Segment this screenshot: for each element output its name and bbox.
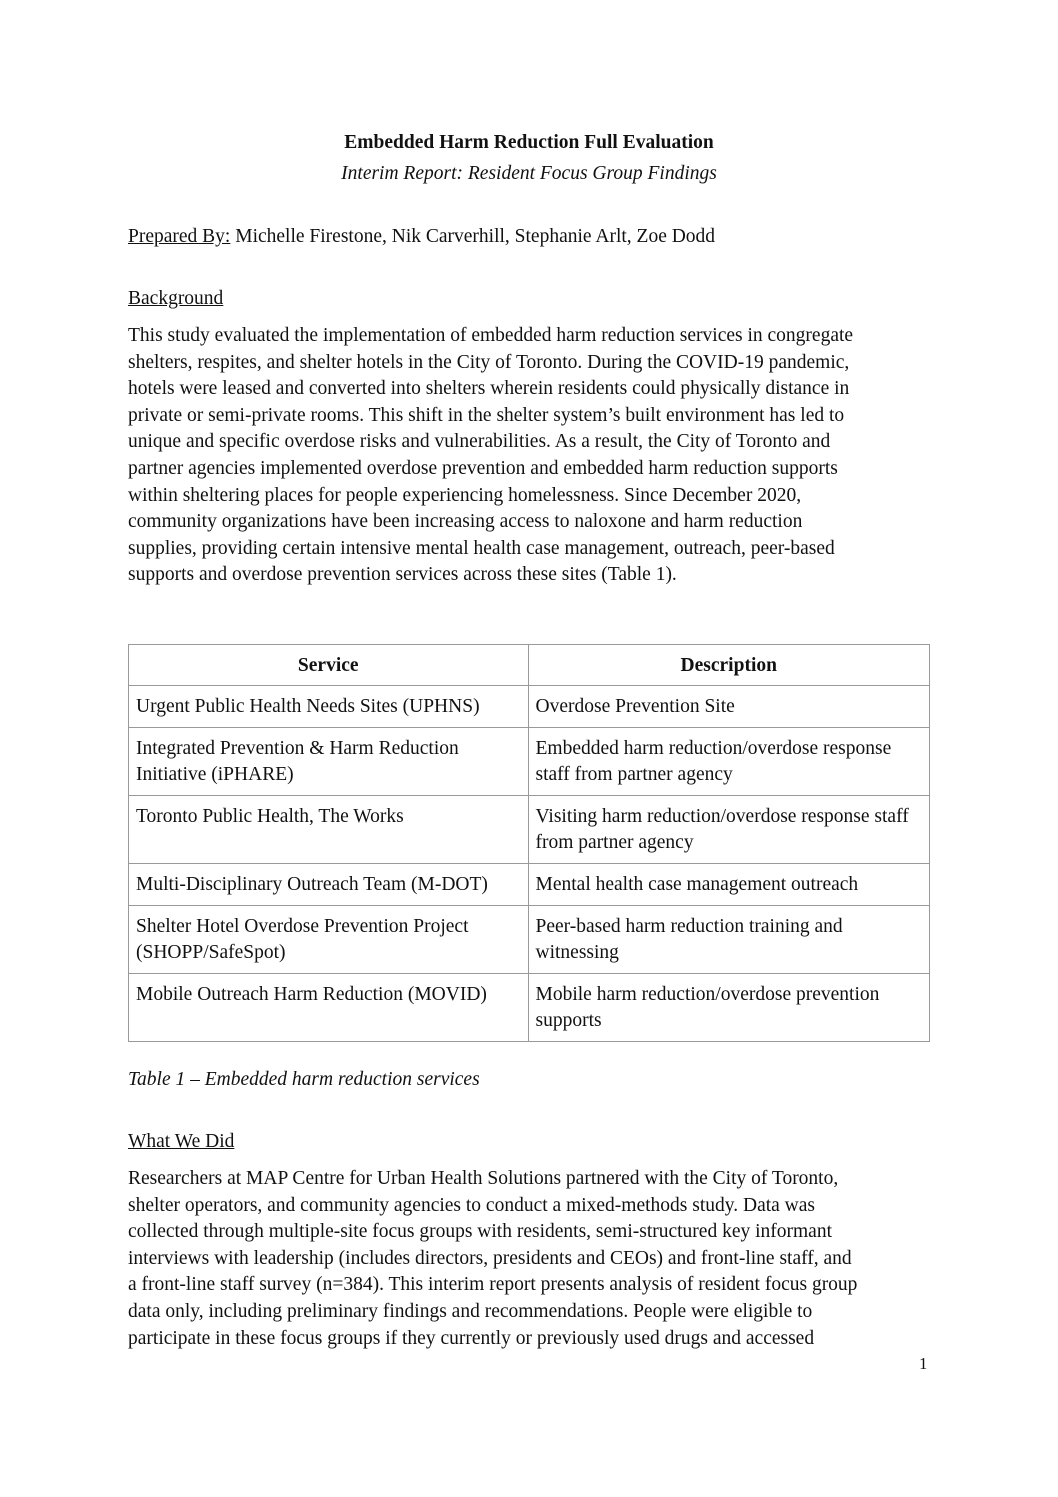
paragraph-line: Researchers at MAP Centre for Urban Health Solutions partnered with the City of Toronto, [128,1168,839,1189]
prepared-by [128,224,715,250]
paragraph-line: unique and specific overdose risks and vulnerabilities. As a result, the City of Toronto and [128,431,831,453]
what-we-did-paragraph [128,1166,948,1352]
table-row [129,796,930,864]
paragraph-line: partner agencies implemented overdose prevention and embedded harm reduction supports [128,457,838,479]
paragraph-line: collected through multiple-site focus groups with residents, semi-structured key informant [128,1221,832,1243]
paragraph-line: supports and overdose prevention services across these sites (Table 1). [128,564,677,586]
background-paragraph [128,323,948,589]
services-table [128,644,930,1042]
column-header-service: Service [129,645,529,686]
service-cell: Urgent Public Health Needs Sites (UPHNS) [129,686,529,728]
paragraph-line: data only, including preliminary findings and recommendations. People were eligible to [128,1300,813,1322]
prepared-by-names: Michelle Firestone, Nik Carverhill, Stephanie Arlt, Zoe Dodd [235,226,716,247]
column-header-description: Description [528,645,930,686]
paragraph-line: hotels were leased and converted into shelters wherein residents could physically distance in [128,378,850,400]
service-cell: Integrated Prevention & Harm Reduction Initiative (iPHARE) [129,728,529,796]
paragraph-line: community organizations have been increasing access to naloxone and harm reduction [128,511,803,533]
page-number: 1 [919,1354,928,1373]
service-cell: Mobile Outreach Harm Reduction (MOVID) [129,974,529,1042]
what-we-did-heading: What We Did [128,1131,235,1152]
document-title: Embedded Harm Reduction Full Evaluation [344,132,714,153]
paragraph-line: within sheltering places for people experiencing homelessness. Since December 2020, [128,484,802,506]
paragraph-line: participate in these focus groups if they currently or previously used drugs and accessed [128,1327,815,1349]
paragraph-line: interviews with leadership (includes directors, presidents and CEOs) and front-line staff, and [128,1247,852,1269]
description-cell: Mobile harm reduction/overdose prevention supports [528,974,930,1042]
description-cell: Peer-based harm reduction training and witnessing [528,906,930,974]
table-row [129,686,930,728]
document-subtitle: Interim Report: Resident Focus Group Findings [341,163,717,184]
service-cell: Shelter Hotel Overdose Prevention Project (SHOPP/SafeSpot) [129,906,529,974]
background-heading: Background [128,288,224,309]
description-cell: Mental health case management outreach [528,864,930,906]
description-cell: Overdose Prevention Site [528,686,930,728]
table-header-row [129,645,930,686]
table-row [129,906,930,974]
description-cell: Embedded harm reduction/overdose response staff from partner agency [528,728,930,796]
paragraph-line: a front-line staff survey (n=384). This interim report presents analysis of resident focus group [128,1274,858,1296]
table-row [129,728,930,796]
prepared-by-label: Prepared By: [128,226,231,247]
service-cell: Toronto Public Health, The Works [129,796,529,864]
paragraph-line: shelter operators, and community agencies to conduct a mixed-methods study. Data was [128,1194,816,1216]
table-caption: Table 1 – Embedded harm reduction services [128,1069,480,1090]
table-row [129,864,930,906]
table-row [129,974,930,1042]
service-cell: Multi-Disciplinary Outreach Team (M-DOT) [129,864,529,906]
paragraph-line: private or semi-private rooms. This shift in the shelter system’s built environment has led to [128,404,845,426]
paragraph-line: This study evaluated the implementation of embedded harm reduction services in congregate [128,325,854,346]
paragraph-line: shelters, respites, and shelter hotels in the City of Toronto. During the COVID-19 pandemic, [128,351,850,373]
description-cell: Visiting harm reduction/overdose response staff from partner agency [528,796,930,864]
paragraph-line: supplies, providing certain intensive mental health case management, outreach, peer-based [128,537,835,559]
